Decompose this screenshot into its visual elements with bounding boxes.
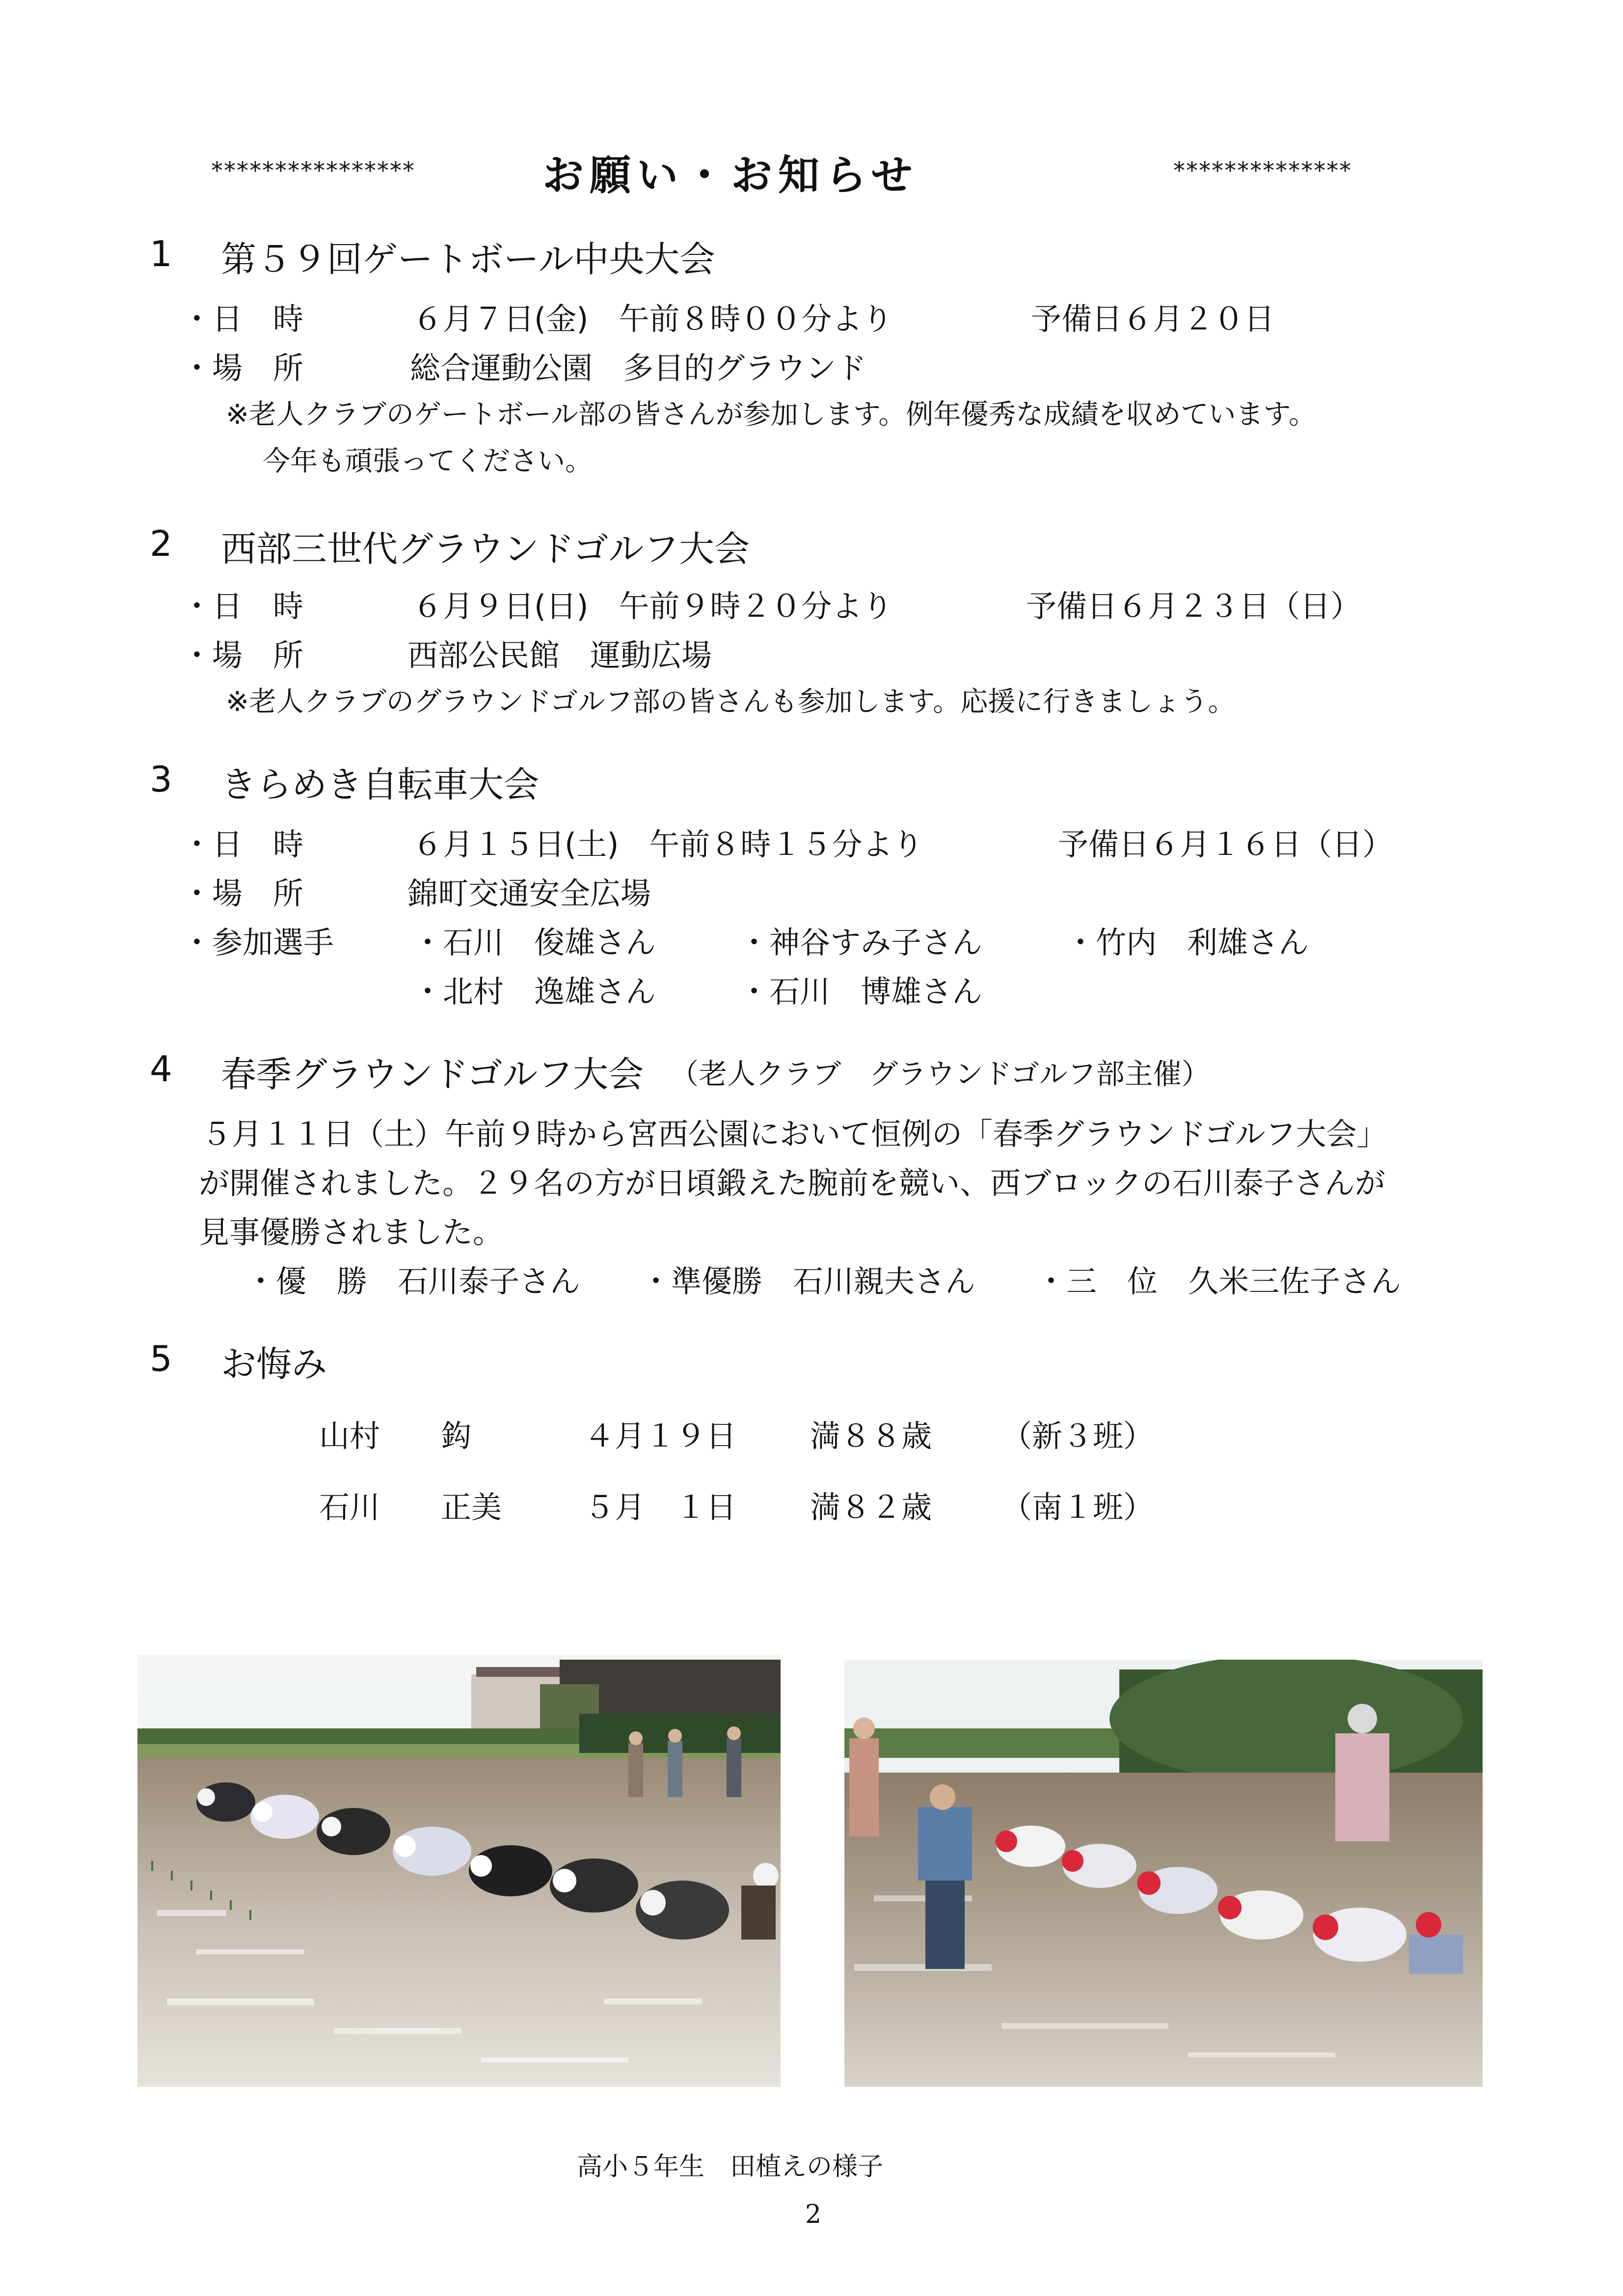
result-item: ・優 勝 石川泰子さん <box>245 1263 581 1299</box>
header-stars-left: **************** <box>211 157 415 185</box>
obituary-date: ４月１９日 <box>584 1418 737 1454</box>
page-number: 2 <box>805 2200 822 2229</box>
section-number: 5 <box>150 1338 172 1379</box>
date-label: ・日 時 <box>182 301 304 337</box>
participant: ・神谷すみ子さん <box>739 925 983 960</box>
spare-date: 予備日６月２０日 <box>1031 301 1275 337</box>
section-number: 1 <box>150 233 172 274</box>
obituary-age: 満８８歳 <box>810 1418 932 1454</box>
page-title: お願い・お知らせ <box>542 151 919 199</box>
place-label: ・場 所 <box>182 637 304 673</box>
section-title: 春季グラウンドゴルフ大会 <box>221 1054 644 1095</box>
rice-planting-photo-right <box>844 1660 1483 2087</box>
place-value: 西部公民館 運動広場 <box>407 637 712 673</box>
participant: ・石川 俊雄さん <box>412 925 656 960</box>
obituary-name: 山村 鈎 <box>319 1418 472 1454</box>
date-label: ・日 時 <box>182 826 304 862</box>
result-item: ・三 位 久米三佐子さん <box>1036 1263 1402 1299</box>
place-label: ・場 所 <box>182 875 304 911</box>
obituary-date: ５月 １日 <box>584 1489 737 1525</box>
obituary-name: 石川 正美 <box>319 1489 502 1525</box>
place-value: 錦町交通安全広場 <box>407 875 651 911</box>
participants-label: ・参加選手 <box>182 925 334 960</box>
section-number: 3 <box>150 759 172 800</box>
note-text: ※老人クラブのゲートボール部の皆さんが参加します。例年優秀な成績を収めています。 <box>226 399 1316 431</box>
participant: ・北村 逸雄さん <box>412 974 656 1010</box>
section-title: 西部三世代グラウンドゴルフ大会 <box>221 528 750 570</box>
section-title-suffix: （老人クラブ グラウンドゴルフ部主催） <box>670 1057 1210 1091</box>
photo-caption: 高小５年生 田植えの様子 <box>577 2152 884 2182</box>
result-item: ・準優勝 石川親夫さん <box>641 1263 976 1299</box>
participant: ・石川 博雄さん <box>739 974 983 1010</box>
date-value: ６月９日(日) 午前９時２０分より <box>412 588 893 624</box>
body-text: が開催されました。２９名の方が日頃鍛えた腕前を競い、西ブロックの石川泰子さんが <box>199 1165 1385 1201</box>
section-number: 2 <box>150 523 172 564</box>
spare-date: 予備日６月１６日（日） <box>1058 826 1393 862</box>
section-title: きらめき自転車大会 <box>221 764 540 805</box>
obituary-age: 満８２歳 <box>810 1489 932 1525</box>
note-text: ※老人クラブのグラウンドゴルフ部の皆さんも参加します。応援に行きましょう。 <box>226 686 1236 718</box>
participant: ・竹内 利雄さん <box>1065 925 1309 960</box>
obituary-group: （南１班） <box>1001 1489 1154 1525</box>
place-value: 総合運動公園 多目的グラウンド <box>410 350 867 386</box>
date-value: ６月１５日(土) 午前８時１５分より <box>412 826 923 862</box>
note-text: 今年も頑張ってください。 <box>263 445 593 477</box>
date-value: ６月７日(金) 午前８時００分より <box>412 301 893 337</box>
date-label: ・日 時 <box>182 588 304 624</box>
spare-date: 予備日６月２３日（日） <box>1026 588 1361 624</box>
body-text: 見事優勝されました。 <box>199 1214 504 1250</box>
rice-planting-photo-left <box>137 1655 781 2087</box>
obituary-group: （新３班） <box>1001 1418 1154 1454</box>
section-number: 4 <box>150 1048 172 1090</box>
body-text: ５月１１日（土）午前９時から宮西公園において恒例の「春季グラウンドゴルフ大会」 <box>201 1116 1387 1152</box>
header-stars-right: ************** <box>1173 157 1352 185</box>
section-title: お悔み <box>221 1343 327 1385</box>
section-title: 第５９回ゲートボール中央大会 <box>221 239 715 280</box>
place-label: ・場 所 <box>182 350 304 386</box>
